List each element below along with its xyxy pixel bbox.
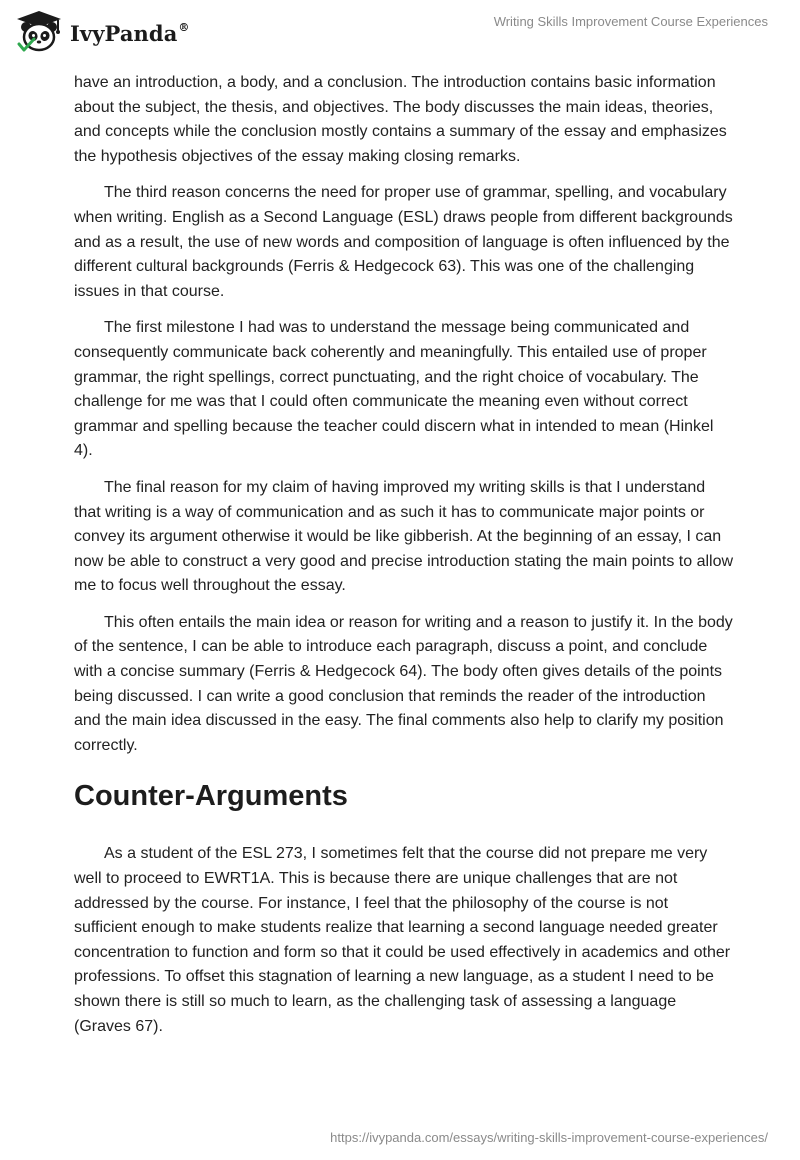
- document-title: Writing Skills Improvement Course Experiences: [493, 14, 768, 29]
- essay-content: [74, 71, 734, 1051]
- section-heading: Counter-Arguments: [74, 780, 348, 813]
- registered-mark: ®: [178, 20, 190, 34]
- paragraph: have an introduction, a body, and a conclusion. The introduction contains basic information about the subject, the thesis, and objectives. The body discusses the main ideas, theories, and concepts while the conclusion mostly contains a summary of the essay and emphasizes the hypothesis objectives of the essay making closing remarks.: [74, 74, 727, 165]
- brand-logo[interactable]: [14, 9, 190, 55]
- brand-name: IvyPanda®: [70, 20, 190, 46]
- page-header: [0, 0, 800, 68]
- paragraph: The final reason for my claim of having improved my writing skills is that I understand that writing is a way of communication and as such it has to communicate major points or convey its argument otherwise it would be like gibberish. At the beginning of an essay, I can now be able to construct a very good and precise introduction stating the main points to allow me to focus well throughout the essay.: [74, 478, 734, 595]
- paragraph: This often entails the main idea or reason for writing and a reason to justify it. In the body of the sentence, I can be able to introduce each paragraph, discuss a point, and conclude with a concise summary (Ferris & Hedgecock 64). The body often gives details of the points being discussed. I can write a good conclusion that reminds the reader of the introduction and the main idea discussed in the easy. The final comments also help to clarify my position correctly.: [74, 613, 733, 754]
- paragraph: The third reason concerns the need for proper use of grammar, spelling, and vocabulary when writing. English as a Second Language (ESL) draws people from different backgrounds and as a result, the use of new words and composition of language is often influenced by the different cultural backgrounds (Ferris & Hedgecock 63). This was one of the challenging issues in that course.: [74, 184, 733, 300]
- source-url[interactable]: https://ivypanda.com/essays/writing-skills-improvement-course-experiences/: [330, 1130, 768, 1145]
- paragraph: As a student of the ESL 273, I sometimes felt that the course did not prepare me very well to proceed to EWRT1A. This is because there are unique challenges that are not addressed by the course. For instance, I feel that the philosophy of the course is not sufficient enough to make students realize that learning a second language needed greater concentration to function and form so that it could be used effectively in academics and other professions. To offset this stagnation of learning a new language, as a student I need to be shown there is still so much to learn, as the challenging task of assessing a language (Graves 67).: [74, 845, 731, 1035]
- paragraph: The first milestone I had was to understand the message being communicated and consequently communicate back coherently and meaningfully. This entailed use of proper grammar, the right spellings, correct punctuating, and the right choice of vocabulary. The challenge for me was that I could often communicate the meaning even without correct grammar and spelling because the teacher could discern what in intended to mean (Hinkel 4).: [74, 319, 714, 460]
- panda-logo-icon: [14, 9, 64, 55]
